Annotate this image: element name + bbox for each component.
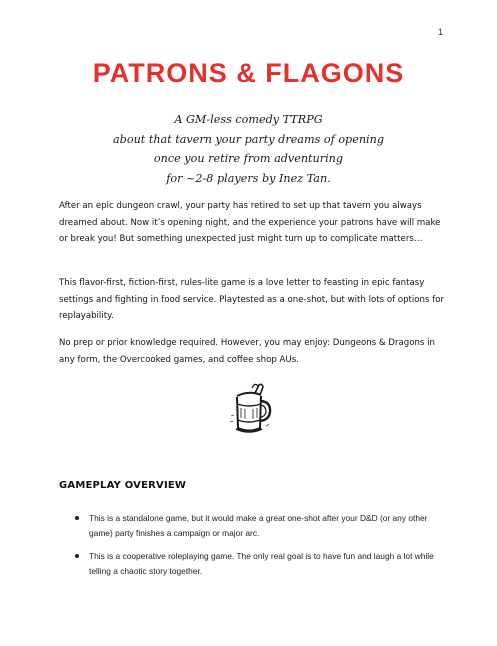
intro-paragraph: After an epic dungeon crawl, your party has retired to set up that tavern you always dreamed about. Now it’s opening night, and the experience your patrons have will make or break you! But something unexpected just might turn up to complicate matters… — [59, 201, 441, 244]
description-paragraph: This flavor-first, fiction-first, rules-lite game is a love letter to feasting in epic fantasy settings and fighting in food service. Playtested as a one-shot, but with lots of options for replayability. — [59, 278, 445, 321]
subtitle-line: once you retire from adventuring — [153, 152, 344, 165]
subtitle-line: A GM-less comedy TTRPG — [174, 113, 323, 126]
list-item-text: This is a cooperative roleplaying game. The only real goal is to have fun and laugh a lot while telling a chaotic story together. — [89, 551, 434, 576]
page-number: 1 — [437, 27, 443, 37]
subtitle-block — [0, 110, 497, 188]
requirements-paragraph: No prep or prior knowledge required. However, you may enjoy: Dungeons & Dragons in any form, the Overcooked games, and coffee shop AUs. — [59, 338, 435, 365]
subtitle-line: about that tavern your party dreams of opening — [113, 132, 384, 146]
list-item-text: This is a standalone game, but it would make a great one-shot after your D&D (or any other game) party finishes a campaign or major arc. — [89, 513, 428, 538]
subtitle-line: for ~2-8 players by Inez Tan. — [166, 171, 331, 185]
bullet-icon — [75, 516, 79, 520]
list-item — [75, 511, 447, 540]
gameplay-overview-list — [75, 511, 447, 587]
list-item — [75, 549, 447, 578]
tankard-icon — [225, 380, 277, 438]
document-title: PATRONS & FLAGONS — [92, 58, 405, 88]
bullet-icon — [75, 554, 79, 558]
gameplay-overview-heading: GAMEPLAY OVERVIEW — [59, 480, 187, 491]
